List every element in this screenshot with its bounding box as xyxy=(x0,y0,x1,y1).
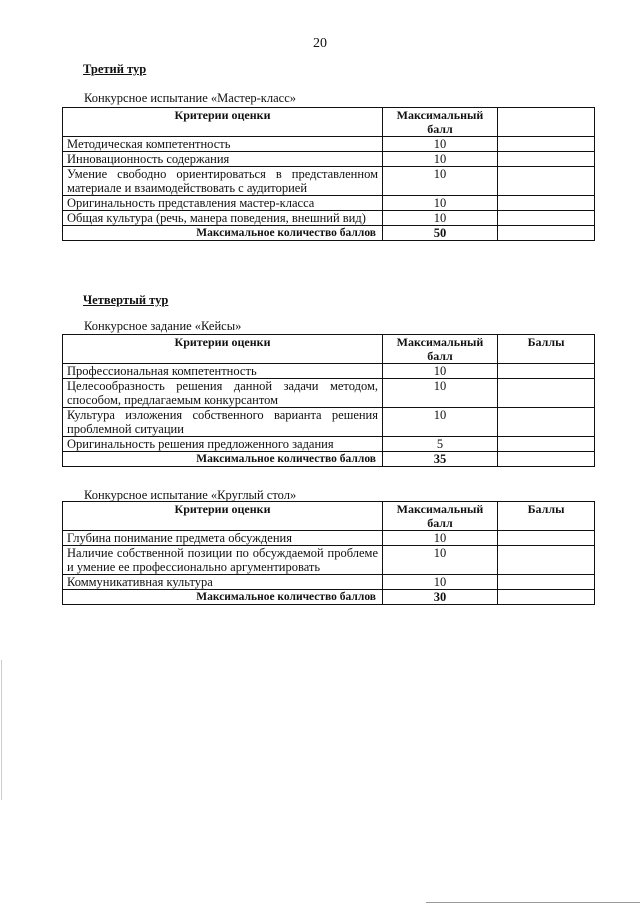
criterion-cell: Инновационность содержания xyxy=(63,152,383,167)
total-score-cell xyxy=(498,226,595,241)
score-cell xyxy=(498,152,595,167)
table-row xyxy=(63,408,595,437)
max-score-cell: 10 xyxy=(383,152,498,167)
max-score-cell: 5 xyxy=(383,437,498,452)
total-value: 35 xyxy=(383,452,498,467)
max-score-cell: 10 xyxy=(383,575,498,590)
score-cell xyxy=(498,575,595,590)
criterion-cell: Оригинальность решения предложенного задания xyxy=(63,437,383,452)
caption-cases: Конкурсное задание «Кейсы» xyxy=(84,319,242,333)
max-score-cell: 10 xyxy=(383,167,498,196)
max-score-cell: 10 xyxy=(383,137,498,152)
score-cell xyxy=(498,379,595,408)
table-header-row xyxy=(63,108,595,137)
header-criteria: Критерии оценки xyxy=(63,502,383,531)
max-score-cell: 10 xyxy=(383,546,498,575)
criterion-cell: Оригинальность представления мастер-класса xyxy=(63,196,383,211)
scan-bottom-line xyxy=(426,902,640,903)
criterion-cell: Культура изложения собственного варианта решения проблемной ситуации xyxy=(63,408,383,437)
max-score-cell: 10 xyxy=(383,531,498,546)
criterion-cell: Общая культура (речь, манера поведения, внешний вид) xyxy=(63,211,383,226)
criterion-cell: Наличие собственной позиции по обсуждаемой проблеме и умение ее профессионально аргументировать xyxy=(63,546,383,575)
table-row xyxy=(63,379,595,408)
table-row xyxy=(63,211,595,226)
header-max-score: Максимальный балл xyxy=(383,108,498,137)
table-cases xyxy=(62,334,595,467)
table-header-row xyxy=(63,335,595,364)
header-criteria: Критерии оценки xyxy=(63,108,383,137)
section-title-fourth-round: Четвертый тур xyxy=(83,293,169,307)
table-master-class xyxy=(62,107,595,241)
score-cell xyxy=(498,437,595,452)
total-row xyxy=(63,226,595,241)
criterion-cell: Профессиональная компетентность xyxy=(63,364,383,379)
table-row xyxy=(63,364,595,379)
criterion-cell: Глубина понимание предмета обсуждения xyxy=(63,531,383,546)
page-number: 20 xyxy=(313,36,327,51)
header-score xyxy=(498,108,595,137)
table-round-table xyxy=(62,501,595,605)
table-row xyxy=(63,575,595,590)
criterion-cell: Умение свободно ориентироваться в представленном материале и взаимодействовать с аудиторией xyxy=(63,167,383,196)
score-cell xyxy=(498,211,595,226)
score-cell xyxy=(498,546,595,575)
score-cell xyxy=(498,137,595,152)
score-cell xyxy=(498,531,595,546)
scan-edge-mark xyxy=(1,660,2,800)
score-cell xyxy=(498,364,595,379)
score-cell xyxy=(498,408,595,437)
score-cell xyxy=(498,167,595,196)
caption-master-class: Конкурсное испытание «Мастер-класс» xyxy=(84,91,296,105)
total-row xyxy=(63,590,595,605)
max-score-cell: 10 xyxy=(383,364,498,379)
total-label: Максимальное количество баллов xyxy=(63,226,383,241)
table-row xyxy=(63,152,595,167)
header-score: Баллы xyxy=(498,502,595,531)
section-title-third-round: Третий тур xyxy=(83,62,147,76)
total-label: Максимальное количество баллов xyxy=(63,590,383,605)
total-value: 50 xyxy=(383,226,498,241)
total-value: 30 xyxy=(383,590,498,605)
score-cell xyxy=(498,196,595,211)
criterion-cell: Методическая компетентность xyxy=(63,137,383,152)
total-score-cell xyxy=(498,590,595,605)
criterion-cell: Коммуникативная культура xyxy=(63,575,383,590)
total-label: Максимальное количество баллов xyxy=(63,452,383,467)
total-score-cell xyxy=(498,452,595,467)
table-row xyxy=(63,531,595,546)
header-max-score: Максимальный балл xyxy=(383,502,498,531)
table-row xyxy=(63,437,595,452)
total-row xyxy=(63,452,595,467)
table-header-row xyxy=(63,502,595,531)
max-score-cell: 10 xyxy=(383,379,498,408)
table-row xyxy=(63,546,595,575)
header-score: Баллы xyxy=(498,335,595,364)
max-score-cell: 10 xyxy=(383,211,498,226)
max-score-cell: 10 xyxy=(383,196,498,211)
table-row xyxy=(63,167,595,196)
criterion-cell: Целесообразность решения данной задачи методом, способом, предлагаемым конкурсантом xyxy=(63,379,383,408)
max-score-cell: 10 xyxy=(383,408,498,437)
header-max-score: Максимальный балл xyxy=(383,335,498,364)
table-row xyxy=(63,196,595,211)
header-criteria: Критерии оценки xyxy=(63,335,383,364)
caption-round-table: Конкурсное испытание «Круглый стол» xyxy=(84,488,297,502)
table-row xyxy=(63,137,595,152)
